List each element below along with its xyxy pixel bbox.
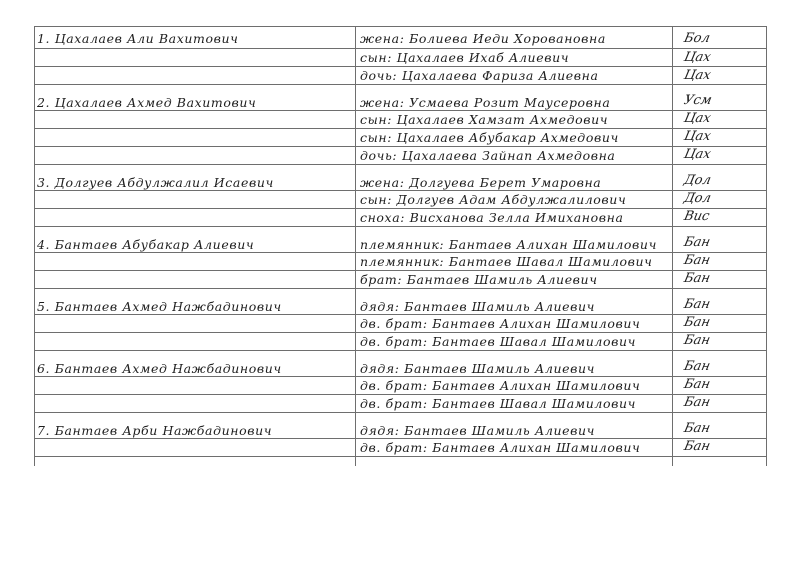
relative-entry: жена: Долгуева Берет Умаровна [360, 175, 602, 190]
relative-entry: сын: Цахалаев Хамзат Ахмедович [360, 112, 609, 127]
rule-line [34, 146, 767, 147]
relative-entry: жена: Усмаева Розит Маусеровна [360, 95, 611, 110]
rule-line [34, 270, 767, 271]
relative-entry: сноха: Висханова Зелла Имихановна [360, 210, 624, 225]
signature: Цах [682, 111, 713, 126]
signature: Цах [682, 129, 713, 144]
relative-entry: дв. брат: Бантаев Алихан Шамилович [360, 316, 641, 331]
relative-entry: дв. брат: Бантаев Алихан Шамилович [360, 440, 641, 455]
column-divider [34, 26, 35, 466]
signature: Бан [682, 421, 712, 436]
signature: Бан [682, 333, 712, 348]
relative-entry: дядя: Бантаев Шамиль Алиевич [360, 361, 596, 376]
signature: Дол [682, 173, 713, 188]
relative-entry: дочь: Цахалаева Фариза Алиевна [360, 68, 599, 83]
rule-line [34, 48, 767, 49]
rule-line [34, 438, 767, 439]
column-divider [672, 26, 673, 466]
signature: Цах [682, 68, 713, 83]
rule-line [34, 252, 767, 253]
signature: Цах [682, 50, 713, 65]
signature: Вис [682, 209, 711, 224]
rule-line [34, 110, 767, 111]
rule-line [34, 208, 767, 209]
signature: Бан [682, 297, 712, 312]
signature: Бан [682, 377, 712, 392]
relative-entry: дв. брат: Бантаев Шавал Шамилович [360, 334, 636, 349]
signature: Дол [682, 191, 713, 206]
column-divider [766, 26, 767, 466]
relative-entry: племянник: Бантаев Шавал Шамилович [360, 254, 653, 269]
person-name: 3. Долгуев Абдулжалил Исаевич [37, 175, 274, 190]
rule-line [34, 332, 767, 333]
signature: Бан [682, 253, 712, 268]
person-name: 2. Цахалаев Ахмед Вахитович [37, 95, 257, 110]
relative-entry: сын: Цахалаев Ихаб Алиевич [360, 50, 570, 65]
rule-line [34, 84, 767, 85]
person-name: 5. Бантаев Ахмед Нажбадинович [37, 299, 282, 314]
relative-entry: сын: Долгуев Адам Абдулжалилович [360, 192, 627, 207]
person-name: 4. Бантаев Абубакар Алиевич [37, 237, 255, 252]
relative-entry: дв. брат: Бантаев Алихан Шамилович [360, 378, 641, 393]
signature: Бан [682, 439, 712, 454]
rule-line [34, 128, 767, 129]
signature: Бан [682, 359, 712, 374]
rule-line [34, 164, 767, 165]
signature: Бан [682, 395, 712, 410]
relative-entry: брат: Бантаев Шамиль Алиевич [360, 272, 598, 287]
signature: Бан [682, 235, 712, 250]
signature: Бол [682, 31, 712, 46]
relative-entry: дядя: Бантаев Шамиль Алиевич [360, 423, 596, 438]
rule-line [34, 376, 767, 377]
relative-entry: сын: Цахалаев Абубакар Ахмедович [360, 130, 619, 145]
rule-line [34, 394, 767, 395]
relative-entry: дочь: Цахалаева Зайнап Ахмедовна [360, 148, 616, 163]
relative-entry: дядя: Бантаев Шамиль Алиевич [360, 299, 596, 314]
relative-entry: жена: Болиева Иеди Хоровановна [360, 31, 606, 46]
rule-line [34, 190, 767, 191]
person-name: 6. Бантаев Ахмед Нажбадинович [37, 361, 282, 376]
rule-line [34, 26, 767, 27]
rule-line [34, 350, 767, 351]
signature: Бан [682, 315, 712, 330]
rule-line [34, 314, 767, 315]
relative-entry: племянник: Бантаев Алихан Шамилович [360, 237, 657, 252]
rule-line [34, 456, 767, 457]
column-divider [355, 26, 356, 466]
person-name: 1. Цахалаев Али Вахитович [37, 31, 239, 46]
rule-line [34, 288, 767, 289]
signature: Бан [682, 271, 712, 286]
person-name: 7. Бантаев Арби Нажбадинович [37, 423, 273, 438]
rule-line [34, 66, 767, 67]
rule-line [34, 226, 767, 227]
signature: Цах [682, 147, 713, 162]
rule-line [34, 412, 767, 413]
relative-entry: дв. брат: Бантаев Шавал Шамилович [360, 396, 636, 411]
signature: Усм [682, 93, 714, 108]
